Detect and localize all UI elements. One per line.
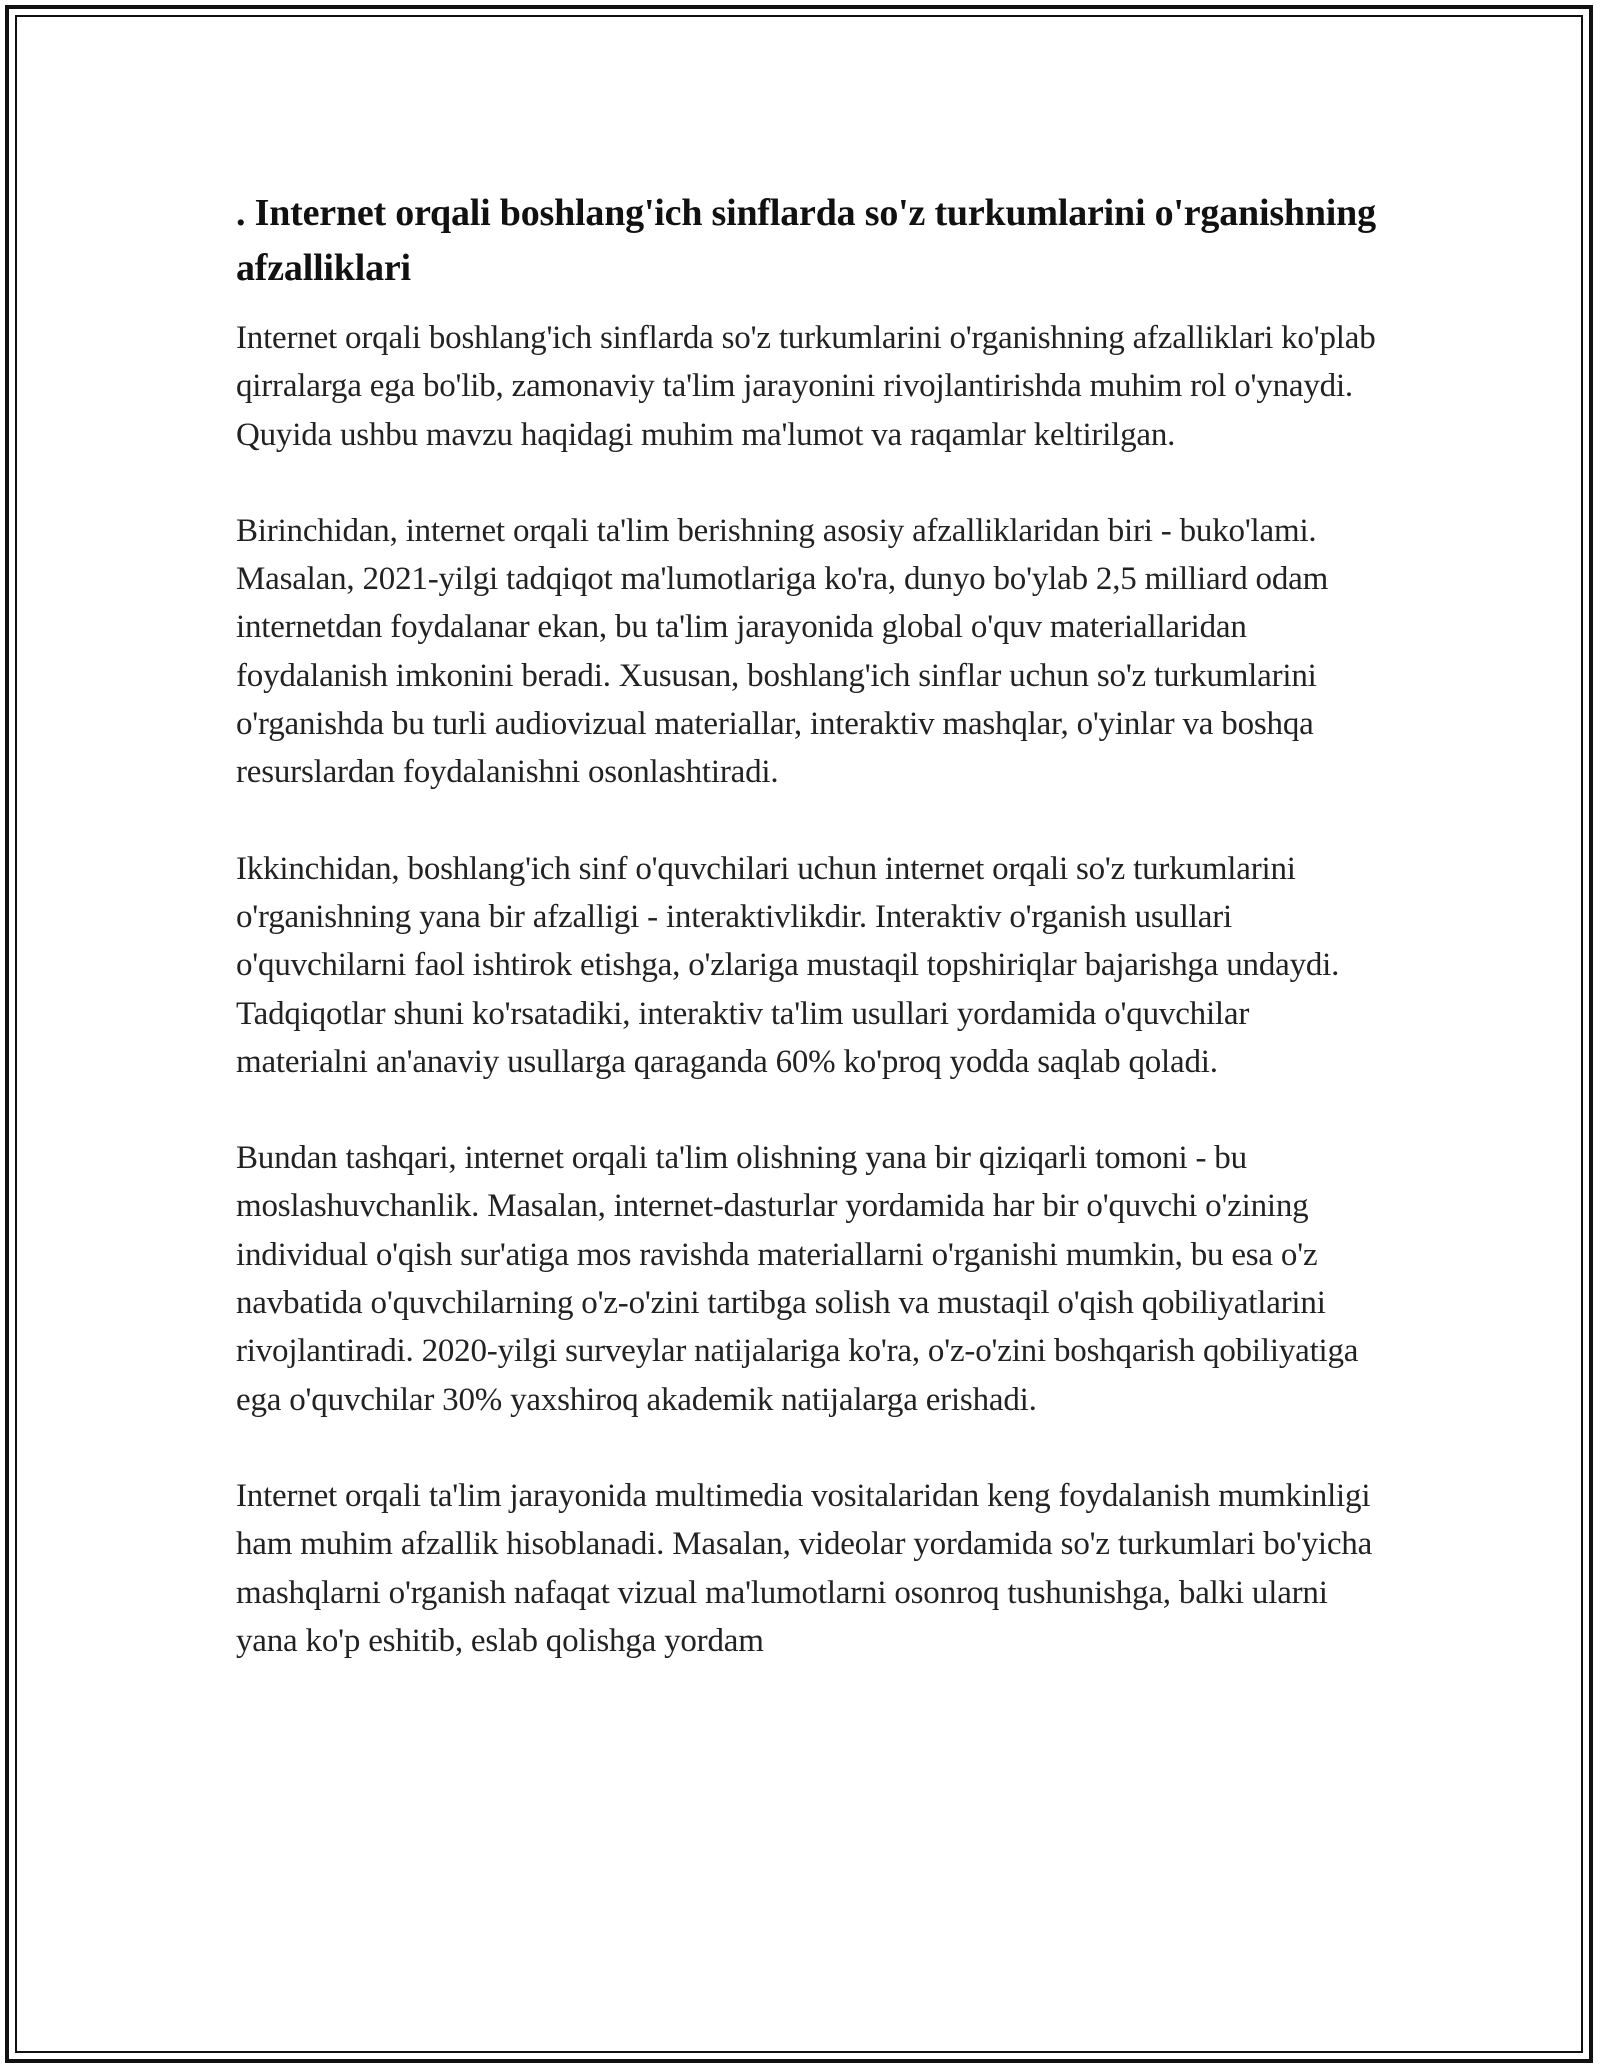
paragraph-3: Ikkinchidan, boshlang'ich sinf o'quvchilari uchun internet orqali so'z turkumlarini o'rganishning yana bir afzalligi - interaktivlikdir. Interaktiv o'rganish usullari o'quvchilarni faol ishtirok etishga, o'zlariga mustaqil topshiriqlar bajarishga undaydi. Tadqiqotlar shuni ko'rsatadiki, interaktiv ta'lim usullari yordamida o'quvchilar materialni an'anaviy usullarga qaraganda 60% ko'proq yodda saqlab qoladi. <box>236 850 1340 1080</box>
paragraph-4: Bundan tashqari, internet orqali ta'lim olishning yana bir qiziqarli tomoni - bu moslashuvchanlik. Masalan, internet-dasturlar yordamida har bir o'quvchi o'zining individual o'qish sur'atiga mos ravishda materiallarni o'rganishi mumkin, bu esa o'z navbatida o'quvchilarning o'z-o'zini tartibga solish va mustaqil o'qish qobiliyatlarini rivojlantiradi. 2020-yilgi surveylar natijalariga ko'ra, o'z-o'zini boshqarish qobiliyatiga ega o'quvchilar 30% yaxshiroq akademik natijalarga erishadi. <box>236 1140 1359 1418</box>
paragraph-5: Internet orqali ta'lim jarayonida multimedia vositalaridan keng foydalanish mumkinligi ham muhim afzallik hisoblanadi. Masalan, videolar yordamida so'z turkumlari bo'yicha mashqlarni o'rganish nafaqat vizual ma'lumotlarni osonroq tushunishga, balki ularni yana ko'p eshitib, eslab qolishga yordam <box>236 1477 1373 1659</box>
document-body <box>236 186 1376 1713</box>
paragraph-2: Birinchidan, internet orqali ta'lim berishning asosiy afzalliklaridan biri - buko'lami. Masalan, 2021-yilgi tadqiqot ma'lumotlariga ko'ra, dunyo bo'ylab 2,5 milliard odam internetdan foydalanar ekan, bu ta'lim jarayonida global o'quv materiallaridan foydalanish imkonini beradi. Xususan, boshlang'ich sinflar uchun so'z turkumlarini o'rganishda bu turli audiovizual materiallar, interaktiv mashqlar, o'yinlar va boshqa resurslardan foydalanishni osonlashtiradi. <box>236 512 1329 791</box>
document-title: . Internet orqali boshlang'ich sinflarda so'z turkumlarini o'rganishning afzalliklari <box>236 192 1376 289</box>
paragraph-1: Internet orqali boshlang'ich sinflarda so'z turkumlarini o'rganishning afzalliklari ko'plab qirralarga ega bo'lib, zamonaviy ta'lim jarayonini rivojlantirishda muhim rol o'ynaydi. Quyida ushbu mavzu haqidagi muhim ma'lumot va raqamlar keltirilgan. <box>236 320 1376 453</box>
